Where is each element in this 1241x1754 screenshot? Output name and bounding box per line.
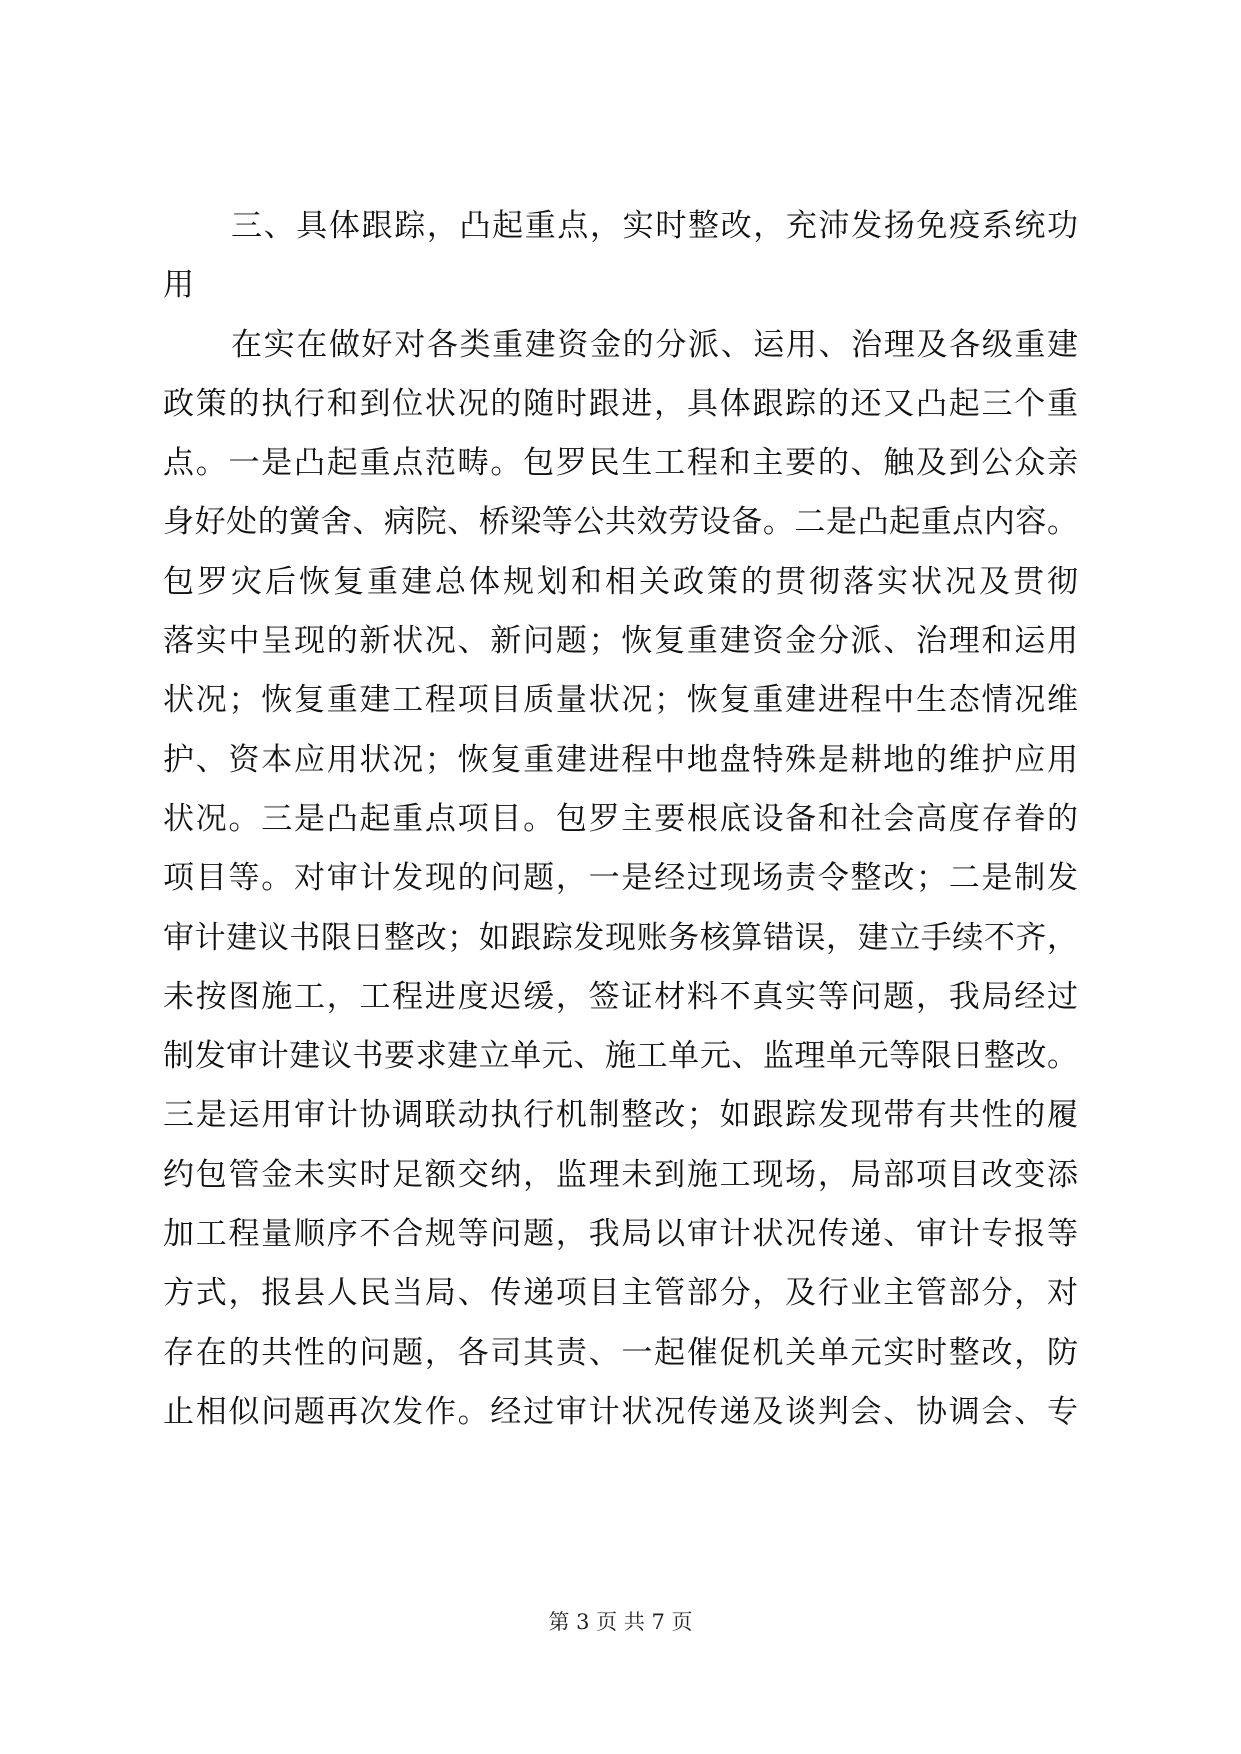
paragraph-line: 身好处的黉舍、病院、桥梁等公共效劳设备。二是凸起重点内容。	[163, 504, 1078, 541]
document-body	[163, 197, 1078, 1442]
paragraph-line: 状况。三是凸起重点项目。包罗主要根底设备和社会高度存眷的	[163, 800, 1078, 837]
paragraph-line: 方式，报县人民当局、传递项目主管部分，及行业主管部分，对	[163, 1275, 1078, 1312]
paragraph-line: 护、资本应用状况；恢复重建进程中地盘特殊是耕地的维护应用	[163, 741, 1078, 778]
page-number-footer: 第 3 页 共 7 页	[548, 1610, 693, 1634]
section-heading-line-2: 用	[163, 267, 194, 304]
paragraph-line: 状况；恢复重建工程项目质量状况；恢复重建进程中生态情况维	[163, 682, 1078, 719]
paragraph-line: 包罗灾后恢复重建总体规划和相关政策的贯彻落实状况及贯彻	[163, 563, 1078, 600]
paragraph-line: 止相似问题再次发作。经过审计状况传递及谈判会、协调会、专	[163, 1393, 1078, 1430]
paragraph-line: 在实在做好对各类重建资金的分派、运用、治理及各级重建	[231, 326, 1078, 363]
paragraph-line: 项目等。对审计发现的问题，一是经过现场责令整改；二是制发	[163, 860, 1078, 897]
paragraph-line: 约包管金未实时足额交纳，监理未到施工现场，局部项目改变添	[163, 1156, 1078, 1193]
paragraph-line: 三是运用审计协调联动执行机制整改；如跟踪发现带有共性的履	[163, 1097, 1078, 1134]
paragraph-line: 加工程量顺序不合规等问题，我局以审计状况传递、审计专报等	[163, 1216, 1078, 1253]
paragraph-line: 未按图施工，工程进度迟缓，签证材料不真实等问题，我局经过	[163, 978, 1078, 1015]
paragraph-line: 点。一是凸起重点范畴。包罗民生工程和主要的、触及到公众亲	[163, 445, 1078, 482]
paragraph-line: 审计建议书限日整改；如跟踪发现账务核算错误，建立手续不齐，	[163, 919, 1078, 956]
paragraph-line: 落实中呈现的新状况、新问题；恢复重建资金分派、治理和运用	[163, 623, 1078, 660]
section-heading-line-1: 三、具体跟踪，凸起重点，实时整改，充沛发扬免疫系统功	[231, 208, 1078, 244]
paragraph-line: 存在的共性的问题，各司其责、一起催促机关单元实时整改，防	[163, 1334, 1078, 1371]
paragraph-line: 制发审计建议书要求建立单元、施工单元、监理单元等限日整改。	[163, 1038, 1078, 1075]
paragraph-line: 政策的执行和到位状况的随时跟进，具体跟踪的还又凸起三个重	[163, 385, 1078, 422]
